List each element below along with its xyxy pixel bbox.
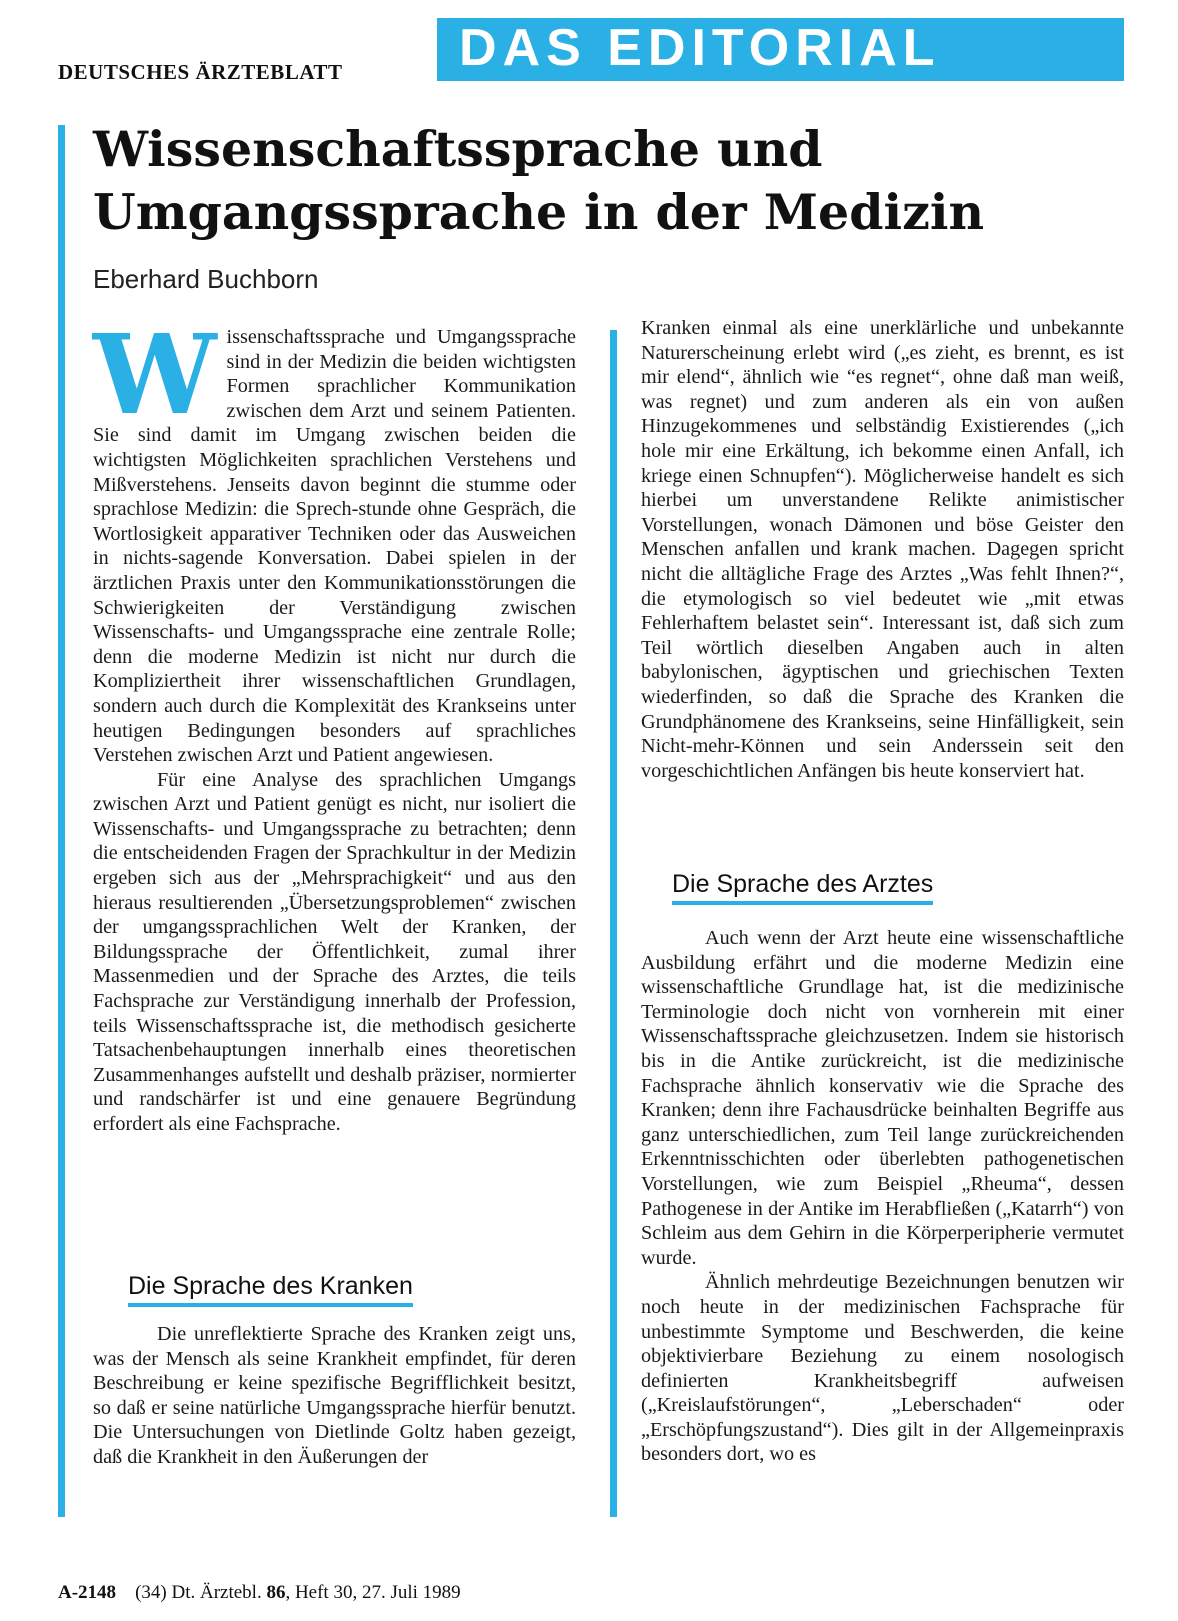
intro-paragraph [93,310,576,768]
page-number: A-2148 [58,1582,117,1603]
column-right-bottom [641,926,1124,1467]
article-title-line-1: Wissenschaftssprache und [93,120,823,178]
article-title [93,118,984,244]
volume-number: 86 [266,1582,286,1603]
paragraph-kranken: Die unreflektierte Sprache des Kranken zeigt uns, was der Mensch als seine Krankheit empfindet, für deren Beschreibung er keine spezifische Begrifflichkeit besitzt, so daß er seine natürliche Umgangssprache hierfür benutzt. Die Untersuchungen von Dietlinde Goltz haben gezeigt, daß die Krankheit in den Äußerungen der [93,1323,576,1468]
section-heading-kranken: Die Sprache des Kranken [128,1272,413,1307]
section-label: DAS EDITORIAL [459,19,941,77]
paragraph-arzt-1: Auch wenn der Arzt heute eine wissenschaftliche Ausbildung erfährt und die moderne Medizin eine wissenschaftliche Grundlage hat, ist die medizinische Terminologie doch nicht von vornherein mit einer Wissenschaftssprache gleichzusetzen. Indem sie historisch bis in die Antike zurückreicht, ist die medizinische Fachsprache ähnlich konservativ wie die Sprache des Kranken; denn ihre Fachausdrücke beinhalten Begriffe aus ganz unterschiedlichen, zum Teil lange zurückreichenden Erkenntnisschichten oder überlebten pathogenetischen Vorstellungen, wie zum Beispiel „Rheuma“, dessen Pathogenese in der Antike im Herabfließen („Katarrh“) von Schleim aus dem Gehirn in die Körperperipherie vermutet wurde. [641,927,1124,1269]
middle-column-rule [610,330,617,1517]
section-heading-arzt: Die Sprache des Arztes [672,870,933,905]
article-title-line-2: Umgangssprache in der Medizin [93,183,985,241]
article-author: Eberhard Buchborn [93,264,319,294]
citation-suffix: , Heft 30, 27. Juli 1989 [285,1582,461,1603]
journal-name: DEUTSCHES ÄRZTEBLATT [58,60,343,84]
left-column-rule [58,125,65,1517]
citation-prefix: (34) Dt. Ärztebl. [135,1582,262,1603]
paragraph-analysis: Für eine Analyse des sprachlichen Umgangs zwischen Arzt und Patient genügt es nicht, nur isoliert die Wissenschafts- und Umgangssprache zu betrachten; denn die entscheidenden Fragen der Sprachkultur in der Medizin ergeben sich aus der „Mehrsprachigkeit“ und aus den hieraus resultierenden „Übersetzungsproblemen“ zwischen der umgangssprachlichen Welt der Kranken, der Bildungssprache der Öffentlichkeit, zumal ihrer Massenmedien und der Sprache des Arztes, die teils Fachsprache zur Verständigung innerhalb der Profession, teils Wissenschaftssprache ist, die methodisch gesicherte Tatsachenbehauptungen innerhalb eines theoretischen Zusammenhanges aufstellt und deshalb präziser, normierter und randschärfer ist und eine genauere Begründung erfordert als eine Fachsprache. [93,768,576,1135]
intro-paragraph-text: issenschaftssprache und Umgangssprache sind in der Medizin die beiden wichtigsten Formen sprachlicher Kommunikation zwischen dem Arzt und seinem Patienten. Sie sind damit im Umgang zwischen beiden die wichtigsten Möglichkeiten sprachlichen Verstehens und Mißverstehens. Jenseits davon beginnt die stumme oder sprachlose Medizin: die Sprech-stunde ohne Gespräch, die Wortlosigkeit apparativer Techniken oder das Ausweichen in nichts-sagende Konversation. Dabei spielen in der ärztlichen Praxis unter den Kommunikationsstörungen die Schwierigkeiten der Verständigung zwischen Wissenschafts- und Umgangssprache eine zentrale Rolle; denn die moderne Medizin ist nicht nur durch die Kompliziertheit ihrer wissenschaftlichen Grundlagen, sondern auch durch die Komplexität des Krankseins unter heutigen Bedingungen besonders auf sprachliches Verstehen zwischen Arzt und Patient angewiesen. [93,326,576,767]
column-right-top [641,316,1124,783]
paragraph-kranken-continued: Kranken einmal als eine unerklärliche und unbekannte Naturerscheinung erlebt wird („es zieht, es brennt, es ist mir elend“, ähnlich wie “es regnet“, ohne daß man weiß, was regnet) und zum anderen als ein von außen Hinzugekommenes und selbständig Existierendes („ich hole mir eine Erkältung, ich bekomme einen Anfall, ich kriege einen Schnupfen“). Möglicherweise handelt es sich hierbei um unverstandene Relikte animistischer Vorstellungen, wonach Dämonen und böse Geister den Menschen anfallen und krank machen. Dagegen spricht nicht die alltägliche Frage des Arztes „Was fehlt Ihnen?“, die etymologisch so viel bedeutet wie „mit etwas Fehlerhaftem belastet sein“. Interessant ist, daß sich zum Teil wörtlich dieselben Angaben auch in alten babylonischen, ägyptischen und griechischen Texten wiederfinden, so daß die Sprache des Kranken die Grundphänomene des Krankseins, seine Hinfälligkeit, sein Nicht-mehr-Können und sein Anderssein seit den vorgeschichtlichen Anfängen bis heute konserviert hat. [641,317,1124,782]
page-footer [58,1582,461,1604]
column-left-bottom [93,1322,576,1470]
column-left-top [93,310,576,1137]
section-banner [437,18,1124,81]
drop-cap: W [93,310,217,439]
paragraph-arzt-2: Ähnlich mehrdeutige Bezeichnungen benutzen wir noch heute in der medizinischen Fachsprache für unbestimmte Symptome und Beschwerden, die keine objektivierbare Beziehung zu einem nosologisch definierten Krankheitsbegriff aufweisen („Kreislaufstörungen“, „Leberschaden“ oder „Erschöpfungszustand“). Dies gilt in der Allgemeinpraxis besonders dort, wo es [641,1271,1124,1466]
